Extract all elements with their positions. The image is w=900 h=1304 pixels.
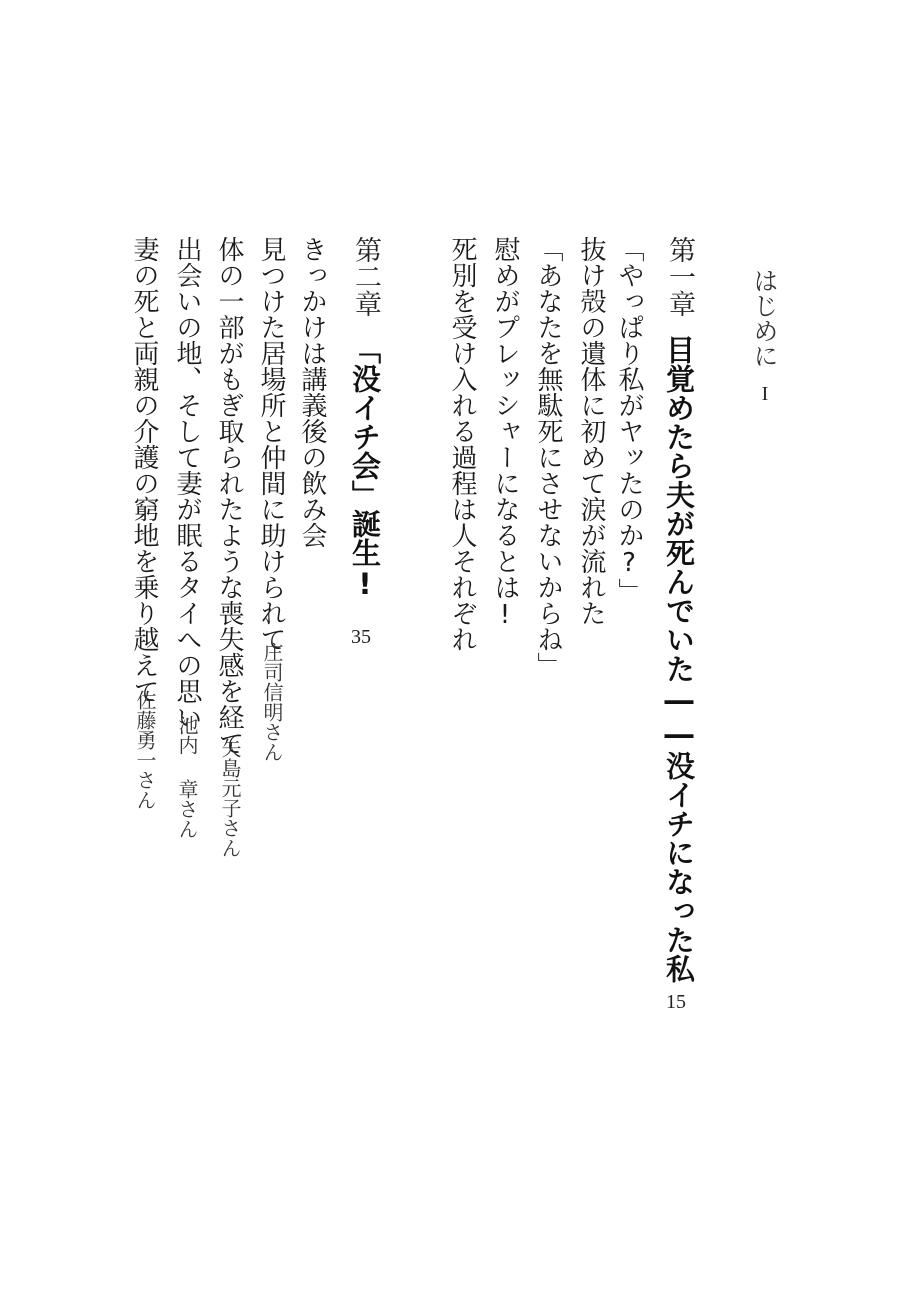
chapter2-item-text: 見つけた居場所と仲間に助けられて xyxy=(256,236,286,652)
chapter2-item-2 xyxy=(258,236,284,652)
chapter2-person-2: 庄司信明さん xyxy=(260,642,284,762)
chapter1-page-number: 15 xyxy=(666,991,686,1013)
chapter2-person-3: 矢島元子さん xyxy=(218,738,242,858)
chapter1-label: 第一章 xyxy=(664,236,695,317)
chapter1-item-2: 抜け殻の遺体に初めて涙が流れた xyxy=(576,236,606,626)
chapter2-person-5: 佐藤勇一さん xyxy=(133,690,157,810)
chapter2-heading xyxy=(348,236,382,601)
intro-title: はじめに xyxy=(750,268,779,368)
chapter1-item-4: 慰めがプレッシャーになるとは! xyxy=(490,236,520,630)
chapter2-title: 「没イチ会」誕生! xyxy=(348,335,382,601)
chapter1-title: 目覚めたら夫が死んでいた――没イチになった私 xyxy=(662,335,696,983)
chapter2-item-1 xyxy=(299,236,325,548)
chapter2-item-text: 体の一部がもぎ取られたような喪失感を経て xyxy=(214,236,244,756)
chapter2-person-4: 池内 章さん xyxy=(175,715,199,839)
chapter2-item-3 xyxy=(216,236,242,756)
chapter1-item-3: 「あなたを無駄死にさせないからね」 xyxy=(533,236,563,678)
chapter2-item-text: きっかけは講義後の飲み会 xyxy=(297,236,327,548)
chapter1-item-1: 「やっぱり私がヤッたのか?」 xyxy=(614,236,644,604)
chapter1-heading xyxy=(662,236,696,983)
chapter2-item-text: 出会いの地、そして妻が眠るタイへの思い xyxy=(172,236,202,730)
chapter2-label: 第二章 xyxy=(350,236,381,317)
chapter2-item-text: 妻の死と両親の介護の窮地を乗り越えて xyxy=(129,236,159,704)
chapter2-item-4 xyxy=(174,236,200,730)
chapter2-page-number: 35 xyxy=(351,626,371,648)
chapter2-item-5 xyxy=(131,236,157,704)
intro-page-number: I xyxy=(761,383,769,405)
chapter1-item-5: 死別を受け入れる過程は人それぞれ xyxy=(447,236,477,652)
